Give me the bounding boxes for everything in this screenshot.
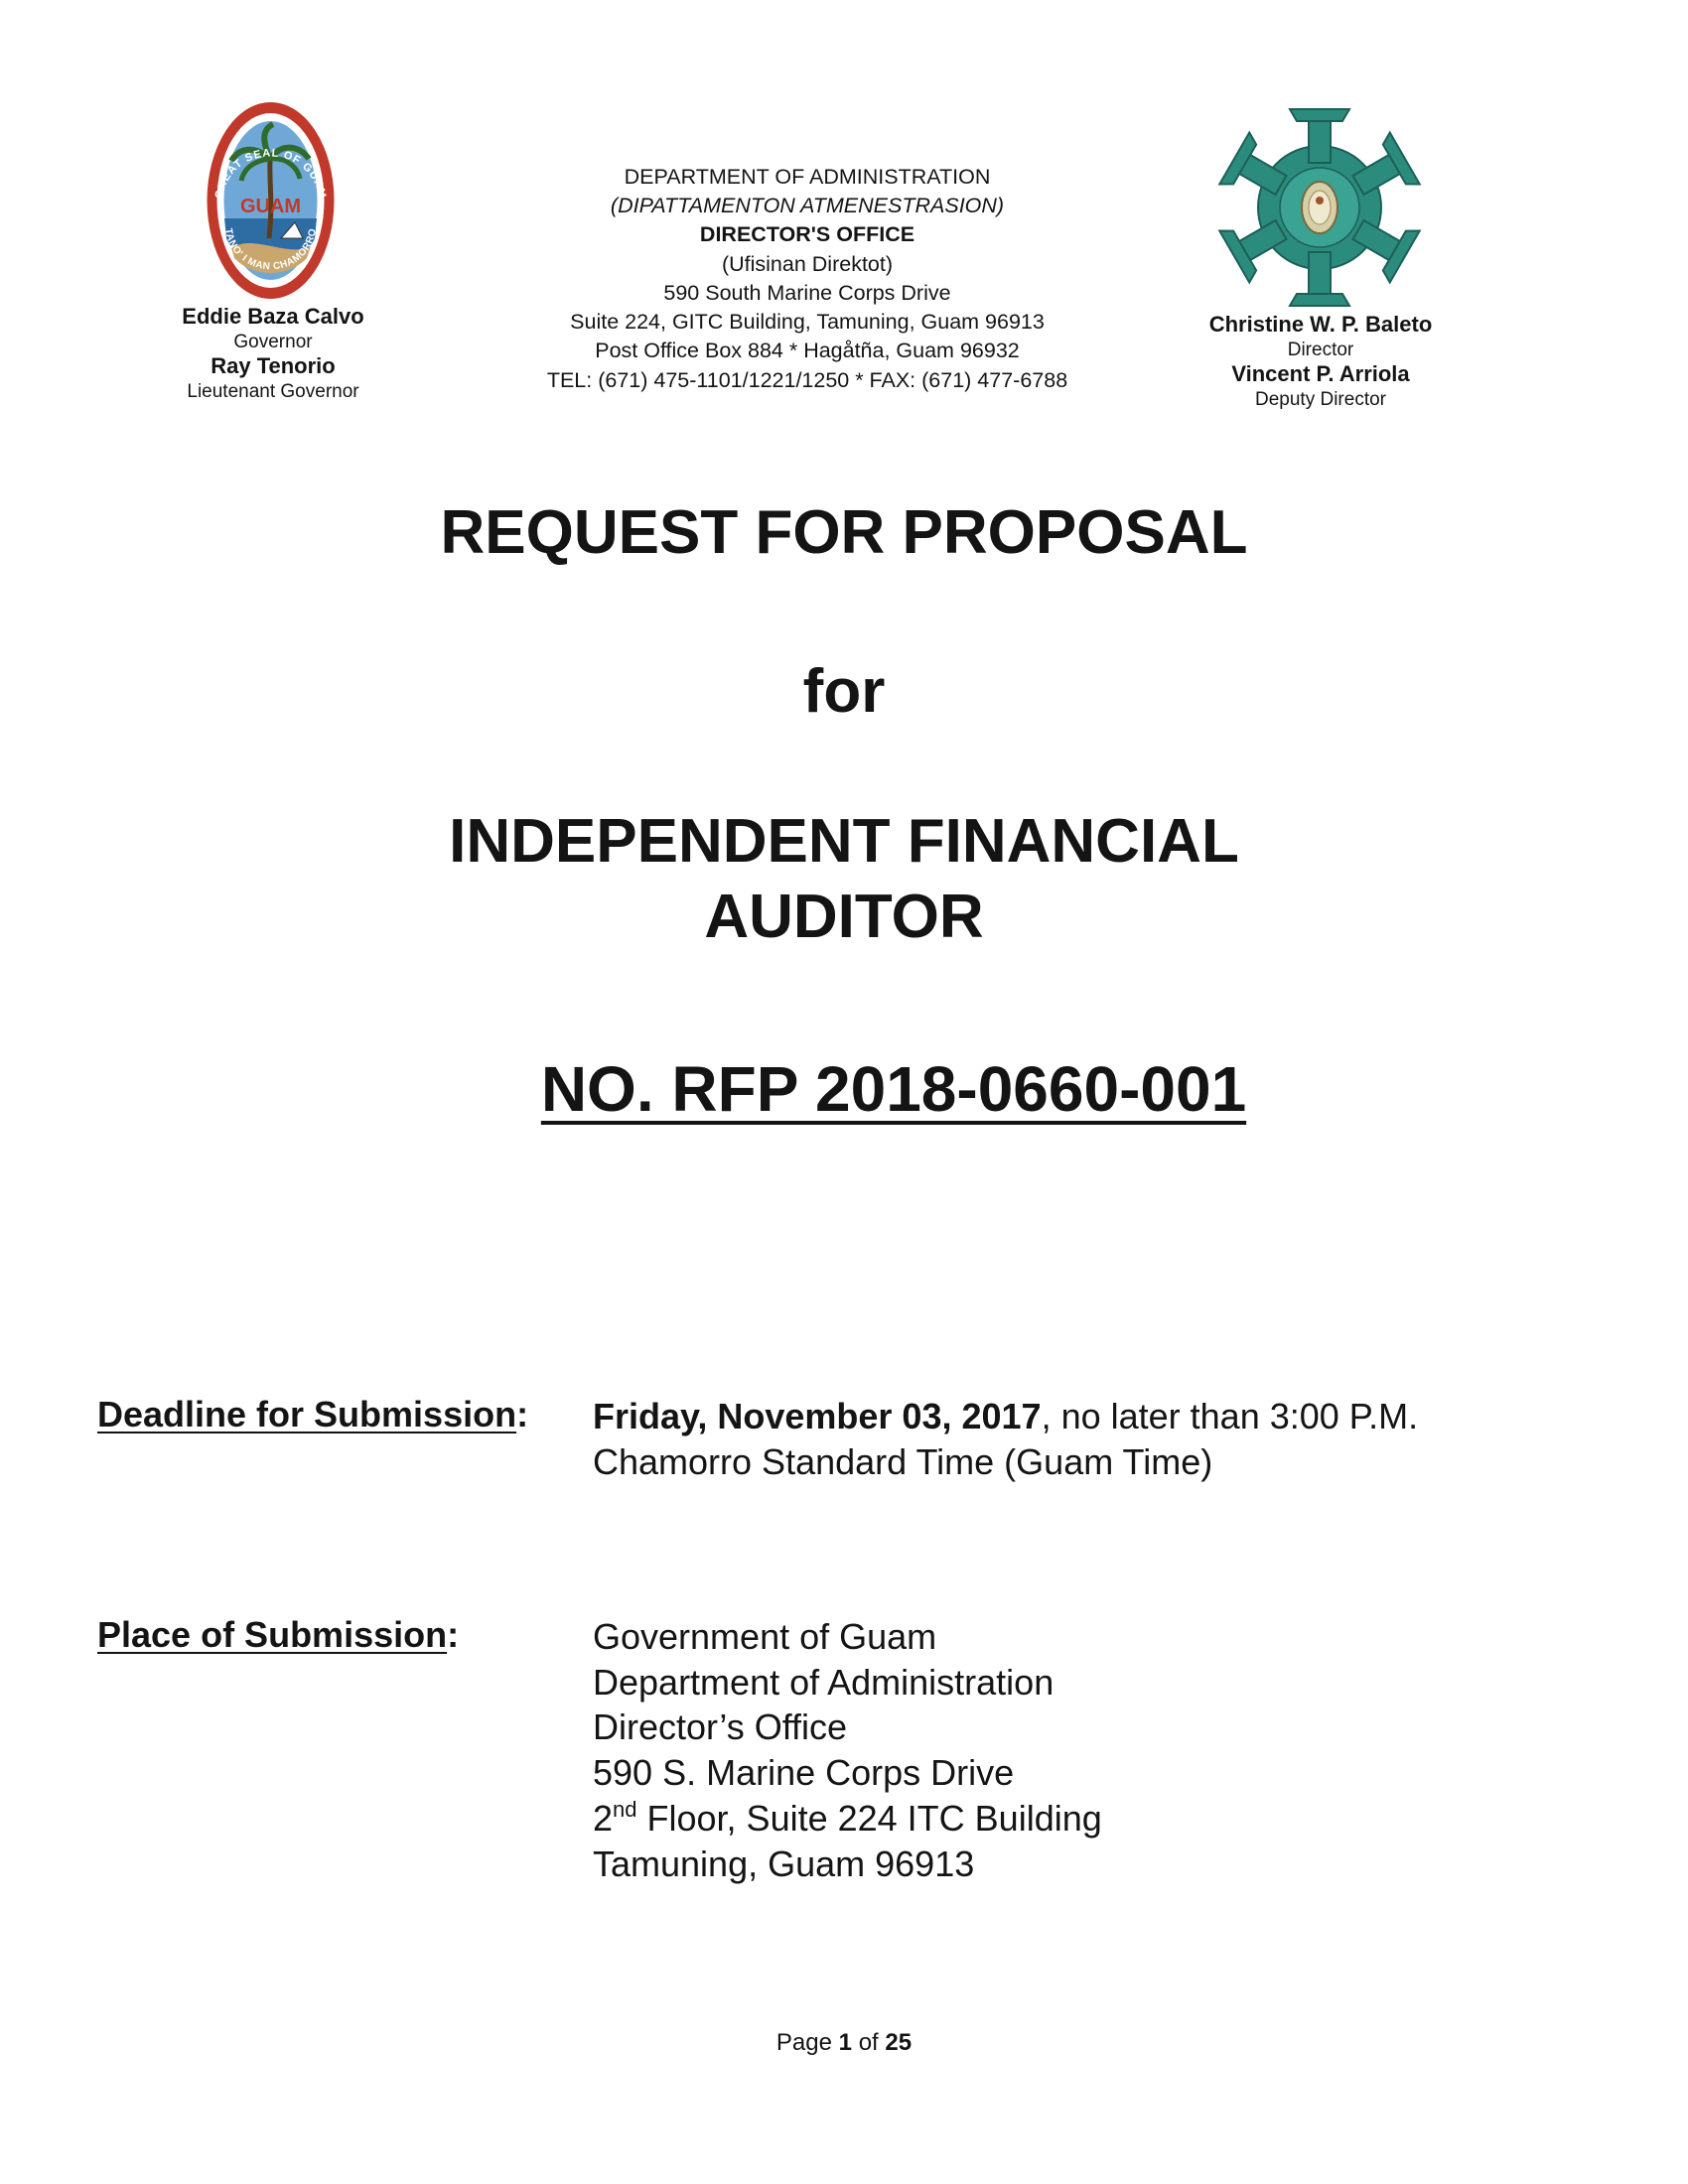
place-label-colon: : <box>447 1614 460 1655</box>
deadline-label-colon: : <box>516 1394 529 1434</box>
title-subject-line-2: AUDITOR <box>704 882 984 951</box>
floor-ordinal: nd <box>613 1796 637 1822</box>
address-line-2: Suite 224, GITC Building, Tamuning, Guam 96913 <box>570 310 1045 335</box>
dept-name-chamorro: (DIPATTAMENTON ATMENESTRASION) <box>610 194 1005 218</box>
floor-number: 2 <box>593 1797 614 1839</box>
place-line-5 <box>593 1796 1586 1842</box>
of-word: of <box>858 2029 879 2056</box>
directors-office-emblem-logo <box>1203 103 1436 312</box>
place-label <box>97 1614 459 1656</box>
governor-title: Governor <box>233 331 313 352</box>
page-total: 25 <box>885 2029 913 2056</box>
seal-center-text: GUAM <box>239 196 302 217</box>
office-name: DIRECTOR'S OFFICE <box>699 222 915 247</box>
director-name: Christine W. P. Baleto <box>1208 312 1433 337</box>
deputy-director-name: Vincent P. Arriola <box>1231 361 1410 386</box>
phone-fax: TEL: (671) 475-1101/1221/1250 * FAX: (671) 477-6788 <box>546 367 1068 392</box>
lt-governor-title: Lieutenant Governor <box>187 380 359 402</box>
title-for: for <box>802 657 886 726</box>
director-title: Director <box>1287 339 1354 360</box>
department-header <box>475 163 1140 395</box>
seal-arc-bottom-text: TANO' I MAN CHAMORRO <box>222 227 320 273</box>
place-label-text: Place of Submission <box>97 1614 448 1655</box>
place-address <box>593 1614 1586 1886</box>
address-line-1: 590 South Marine Corps Drive <box>663 280 951 305</box>
deadline-value <box>593 1394 1586 1484</box>
place-line-2: Department of Administration <box>593 1661 1055 1703</box>
page-number-footer <box>0 2029 1688 2057</box>
place-line-6: Tamuning, Guam 96913 <box>593 1843 975 1884</box>
place-line-3: Director’s Office <box>593 1706 848 1748</box>
rfp-number: NO. RFP 2018-0660-001 <box>540 1053 1247 1125</box>
page-word: Page <box>775 2029 832 2056</box>
deadline-timezone: Chamorro Standard Time (Guam Time) <box>593 1440 1213 1482</box>
director-block <box>1167 312 1475 411</box>
deadline-date: Friday, November 03, 2017 <box>593 1396 1042 1436</box>
seal-arc-top-text: GREAT SEAL OF GUAM <box>212 147 329 201</box>
governor-name: Eddie Baza Calvo <box>182 304 364 329</box>
deputy-director-title: Deputy Director <box>1255 388 1386 410</box>
place-line-4: 590 S. Marine Corps Drive <box>593 1752 1015 1794</box>
dept-name: DEPARTMENT OF ADMINISTRATION <box>624 165 991 189</box>
address-line-3: Post Office Box 884 * Hagåtña, Guam 96932 <box>595 339 1020 363</box>
title-subject <box>0 804 1688 954</box>
place-line-1: Government of Guam <box>593 1616 937 1657</box>
deadline-label-text: Deadline for Submission <box>97 1394 517 1434</box>
lt-governor-name: Ray Tenorio <box>211 353 336 378</box>
title-subject-line-1: INDEPENDENT FINANCIAL <box>449 807 1239 876</box>
office-name-chamorro: (Ufisinan Direktot) <box>721 251 894 276</box>
document-title: REQUEST FOR PROPOSAL <box>440 498 1248 567</box>
page-current: 1 <box>838 2029 853 2056</box>
deadline-time: , no later than 3:00 P.M. <box>1041 1396 1419 1436</box>
deadline-label <box>97 1394 528 1435</box>
governor-block <box>144 304 402 403</box>
floor-rest: Floor, Suite 224 ITC Building <box>636 1797 1102 1839</box>
great-seal-of-guam-logo <box>204 99 338 303</box>
